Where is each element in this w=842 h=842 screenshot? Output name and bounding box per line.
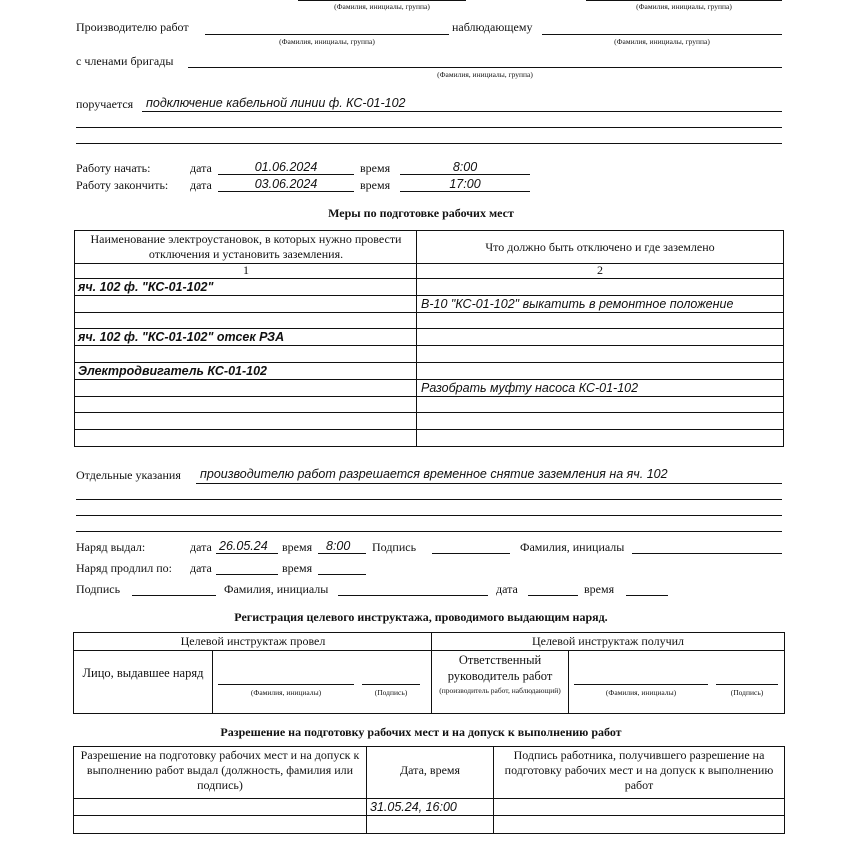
special-line-4 bbox=[76, 531, 782, 532]
issued-date-value: 26.05.24 bbox=[219, 539, 268, 553]
observer-line bbox=[542, 34, 782, 35]
task-value: подключение кабельной линии ф. КС-01-102 bbox=[146, 96, 406, 110]
top-left-line bbox=[298, 0, 466, 1]
top-right-line bbox=[586, 0, 782, 1]
signrow-sign-label: Подпись bbox=[76, 582, 121, 596]
top-right-caption: (Фамилия, инициалы, группа) bbox=[636, 2, 732, 11]
briefing-sign-caption-2: (Подпись) bbox=[730, 688, 764, 697]
start-date-label: дата bbox=[190, 161, 212, 175]
measures-row-line bbox=[74, 295, 784, 296]
briefing-given-header: Целевой инструктаж провел bbox=[180, 634, 326, 648]
measures-col1-header: Наименование электроустановок, в которых нужно провести отключения и установить заземления. bbox=[90, 232, 402, 261]
special-line-1 bbox=[196, 483, 782, 484]
start-date-value: 01.06.2024 bbox=[254, 160, 318, 174]
signrow-name-line bbox=[338, 595, 488, 596]
end-label: Работу закончить: bbox=[76, 178, 169, 192]
measures-row-1-col2: В-10 "КС-01-102" выкатить в ремонтное положение bbox=[421, 296, 734, 311]
issued-time-value: 8:00 bbox=[326, 539, 351, 553]
permission-col1-header: Разрешение на подготовку рабочих мест и на допуск к выполнению работ выдал (должность, фамилия или подпись) bbox=[80, 748, 360, 792]
producer-caption: (Фамилия, инициалы, группа) bbox=[279, 37, 375, 46]
measures-row-line bbox=[74, 362, 784, 363]
measures-row-line bbox=[74, 345, 784, 346]
brigade-caption: (Фамилия, инициалы, группа) bbox=[437, 70, 533, 79]
issued-name-label: Фамилия, инициалы bbox=[520, 540, 625, 554]
issued-date-label: дата bbox=[190, 540, 212, 554]
task-line-2 bbox=[76, 127, 782, 128]
briefing-divider-main bbox=[431, 632, 432, 714]
measures-row-line bbox=[74, 412, 784, 413]
brigade-line bbox=[188, 67, 782, 68]
end-date-line bbox=[218, 191, 354, 192]
task-label: поручается bbox=[76, 97, 134, 111]
special-line-3 bbox=[76, 515, 782, 516]
issued-time-line bbox=[318, 553, 366, 554]
producer-label: Производителю работ bbox=[76, 20, 189, 34]
measures-hline-b bbox=[74, 278, 784, 279]
briefing-title: Регистрация целевого инструктажа, проводимого выдающим наряд. bbox=[234, 610, 608, 624]
start-time-value: 8:00 bbox=[452, 160, 478, 174]
signrow-time-label: время bbox=[584, 582, 615, 596]
end-time-label: время bbox=[360, 178, 391, 192]
measures-row-line bbox=[74, 396, 784, 397]
briefing-name-line bbox=[218, 684, 354, 685]
start-time-line bbox=[400, 174, 530, 175]
briefing-resp-label: Ответственный руководитель работ bbox=[447, 653, 553, 683]
permission-hline-2 bbox=[73, 815, 785, 816]
end-time-line bbox=[400, 191, 530, 192]
issued-label: Наряд выдал: bbox=[76, 540, 146, 554]
issued-name-line bbox=[632, 553, 782, 554]
producer-line bbox=[205, 34, 449, 35]
issued-sign-line bbox=[432, 553, 510, 554]
briefing-divider-left bbox=[212, 650, 213, 714]
briefing-name-line-2 bbox=[574, 684, 708, 685]
end-date-label: дата bbox=[190, 178, 212, 192]
issued-date-line bbox=[216, 553, 278, 554]
signrow-time-line bbox=[626, 595, 668, 596]
measures-col2-header: Что должно быть отключено и где заземлено bbox=[485, 240, 715, 254]
measures-col1-num: 1 bbox=[243, 263, 249, 277]
permission-col2-header: Дата, время bbox=[399, 763, 461, 777]
measures-row-5-col1: Электродвигатель КС-01-102 bbox=[78, 364, 267, 378]
extended-label: Наряд продлил по: bbox=[76, 561, 172, 575]
start-time-label: время bbox=[360, 161, 391, 175]
measures-title: Меры по подготовке рабочих мест bbox=[328, 206, 514, 220]
briefing-received-header: Целевой инструктаж получил bbox=[531, 634, 685, 648]
end-time-value: 17:00 bbox=[449, 177, 481, 191]
briefing-sign-line-2 bbox=[716, 684, 778, 685]
measures-col2-num: 2 bbox=[597, 263, 603, 277]
briefing-name-caption: (Фамилия, инициалы) bbox=[250, 688, 322, 697]
signrow-date-line bbox=[528, 595, 578, 596]
extended-time-label: время bbox=[282, 561, 313, 575]
signrow-date-label: дата bbox=[496, 582, 518, 596]
permission-row1-datetime: 31.05.24, 16:00 bbox=[370, 800, 457, 814]
special-value: производителю работ разрешается временное снятие заземления на яч. 102 bbox=[200, 467, 668, 481]
briefing-issuer-label: Лицо, выдавшее наряд bbox=[82, 666, 204, 680]
measures-row-line bbox=[74, 429, 784, 430]
extended-time-line bbox=[318, 574, 366, 575]
permission-divider-1 bbox=[366, 746, 367, 834]
signrow-name-label: Фамилия, инициалы bbox=[224, 582, 329, 596]
briefing-sign-line bbox=[362, 684, 420, 685]
special-line-2 bbox=[76, 499, 782, 500]
measures-row-0-col1: яч. 102 ф. "КС-01-102" bbox=[78, 280, 214, 294]
observer-label: наблюдающему bbox=[452, 20, 533, 34]
permission-title: Разрешение на подготовку рабочих мест и на допуск к выполнению работ bbox=[220, 725, 622, 739]
issued-sign-label: Подпись bbox=[372, 540, 417, 554]
measures-row-line bbox=[74, 379, 784, 380]
measures-row-3-col1: яч. 102 ф. "КС-01-102" отсек РЗА bbox=[78, 330, 285, 345]
issued-time-label: время bbox=[282, 540, 313, 554]
briefing-divider-right bbox=[568, 650, 569, 714]
measures-row-line bbox=[74, 312, 784, 313]
briefing-name-caption-2: (Фамилия, инициалы) bbox=[605, 688, 677, 697]
end-date-value: 03.06.2024 bbox=[254, 177, 318, 191]
briefing-resp-caption: (производитель работ, наблюдающий) bbox=[439, 686, 561, 695]
observer-caption: (Фамилия, инициалы, группа) bbox=[614, 37, 710, 46]
permission-hline-1 bbox=[73, 798, 785, 799]
permission-divider-2 bbox=[493, 746, 494, 834]
brigade-label: с членами бригады bbox=[76, 54, 174, 68]
extended-date-line bbox=[216, 574, 278, 575]
special-label: Отдельные указания bbox=[76, 468, 181, 482]
task-line-3 bbox=[76, 143, 782, 144]
briefing-sign-caption: (Подпись) bbox=[374, 688, 408, 697]
permission-col3-header: Подпись работника, получившего разрешение на подготовку рабочих мест и на допуск к выполнению работ bbox=[504, 748, 774, 792]
signrow-sign-line bbox=[132, 595, 216, 596]
start-label: Работу начать: bbox=[76, 161, 151, 175]
start-date-line bbox=[218, 174, 354, 175]
extended-date-label: дата bbox=[190, 561, 212, 575]
top-left-caption: (Фамилия, инициалы, группа) bbox=[334, 2, 430, 11]
measures-row-6-col2: Разобрать муфту насоса КС-01-102 bbox=[421, 380, 639, 395]
briefing-header-line bbox=[73, 650, 785, 651]
task-line-1 bbox=[142, 111, 782, 112]
measures-row-line bbox=[74, 328, 784, 329]
